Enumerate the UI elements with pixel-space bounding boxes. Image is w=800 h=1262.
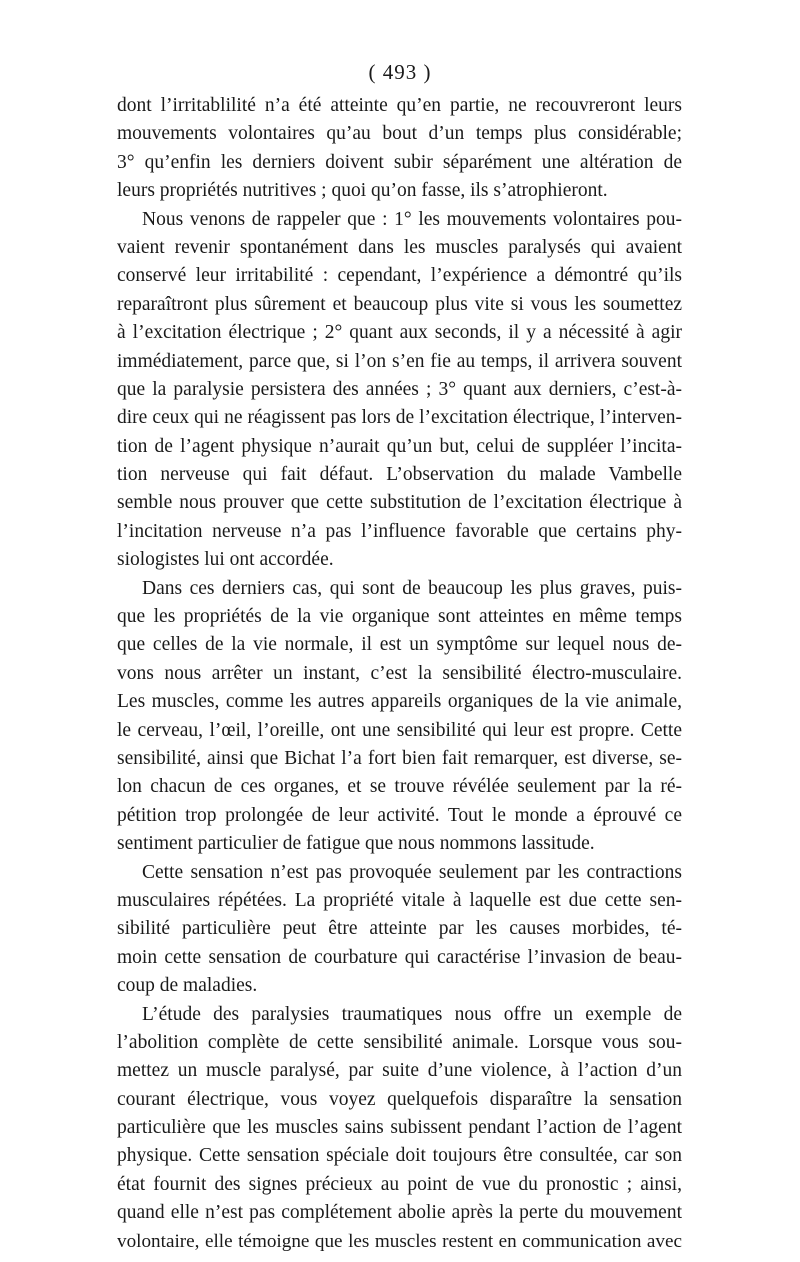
text-line: Les muscles, comme les autres appareils organiques de la vie animale, xyxy=(117,691,682,713)
text-line: Dans ces derniers cas, qui sont de beaucoup les plus graves, puis- xyxy=(142,577,682,599)
text-line: quand elle n’est pas complétement abolie après la perte du mouvement xyxy=(117,1202,682,1224)
body-text xyxy=(117,92,682,1256)
text-line: Nous venons de rappeler que : 1° les mouvements volontaires pou- xyxy=(142,208,682,230)
text-line: mettez un muscle paralysé, par suite d’une violence, à l’action d’un xyxy=(117,1060,682,1082)
text-line: courant électrique, vous voyez quelquefois disparaître la sensation xyxy=(117,1088,682,1110)
text-line: conservé leur irritabilité : cependant, l’expérience a démontré qu’ils xyxy=(117,265,682,287)
text-line: reparaîtront plus sûrement et beaucoup plus vite si vous les soumettez xyxy=(117,293,682,315)
text-line: dire ceux qui ne réagissent pas lors de l’excitation électrique, l’interven- xyxy=(117,407,682,429)
text-line: tion de l’agent physique n’aurait qu’un but, celui de suppléer l’incita- xyxy=(117,435,682,457)
text-line: état fournit des signes précieux au point de vue du pronostic ; ainsi, xyxy=(117,1173,682,1195)
text-line: à l’excitation électrique ; 2° quant aux seconds, il y a nécessité à agir xyxy=(117,322,682,344)
text-line: le cerveau, l’œil, l’oreille, ont une sensibilité qui leur est propre. Cette xyxy=(117,719,682,741)
text-line: moin cette sensation de courbature qui caractérise l’invasion de beau- xyxy=(117,946,682,968)
page-number: ( 493 ) xyxy=(368,60,432,84)
text-line: siologistes lui ont accordée. xyxy=(117,549,334,571)
text-line: L’étude des paralysies traumatiques nous offre un exemple de xyxy=(142,1003,682,1025)
text-line: leurs propriétés nutritives ; quoi qu’on fasse, ils s’atrophieront. xyxy=(117,180,608,202)
text-line: que la paralysie persistera des années ; 3° quant aux derniers, c’est-à- xyxy=(117,378,682,400)
text-line: sentiment particulier de fatigue que nous nommons lassitude. xyxy=(117,833,595,855)
text-line: mouvements volontaires qu’au bout d’un temps plus considérable; xyxy=(117,123,682,145)
text-line: que celles de la vie normale, il est un symptôme sur lequel nous de- xyxy=(117,634,682,656)
text-line: 3° qu’enfin les derniers doivent subir séparément une altération de xyxy=(117,151,682,173)
text-line: sibilité particulière peut être atteinte par les causes morbides, té- xyxy=(117,918,682,940)
text-line: pétition trop prolongée de leur activité. Tout le monde a éprouvé ce xyxy=(117,804,682,826)
text-line: lon chacun de ces organes, et se trouve révélée seulement par la ré- xyxy=(117,776,682,798)
text-line: dont l’irritablilité n’a été atteinte qu’en partie, ne recouvreront leurs xyxy=(117,95,682,116)
text-line: que les propriétés de la vie organique sont atteintes en même temps xyxy=(117,606,682,628)
text-line: tion nerveuse qui fait défaut. L’observation du malade Vambelle xyxy=(117,464,682,486)
text-line: particulière que les muscles sains subissent pendant l’action de l’agent xyxy=(117,1117,682,1139)
text-line: physique. Cette sensation spéciale doit toujours être consultée, car son xyxy=(117,1145,682,1167)
text-line: vons nous arrêter un instant, c’est la sensibilité électro-musculaire. xyxy=(117,662,682,684)
text-line: volontaire, elle témoigne que les muscles restent en communication avec xyxy=(117,1230,682,1252)
text-line: l’abolition complète de cette sensibilité animale. Lorsque vous sou- xyxy=(117,1031,682,1053)
text-line: sensibilité, ainsi que Bichat l’a fort bien fait remarquer, est diverse, se- xyxy=(117,747,682,769)
text-line: Cette sensation n’est pas provoquée seulement par les contractions xyxy=(142,861,682,883)
text-line: immédiatement, parce que, si l’on s’en fie au temps, il arrivera souvent xyxy=(117,350,682,372)
text-line: musculaires répétées. La propriété vitale à laquelle est due cette sen- xyxy=(117,889,682,911)
text-line: vaient revenir spontanément dans les muscles paralysés qui avaient xyxy=(117,236,682,258)
text-line: semble nous prouver que cette substitution de l’excitation électrique à xyxy=(117,492,682,514)
text-line: l’incitation nerveuse n’a pas l’influence favorable que certains phy- xyxy=(117,520,682,542)
text-line: coup de maladies. xyxy=(117,975,258,997)
